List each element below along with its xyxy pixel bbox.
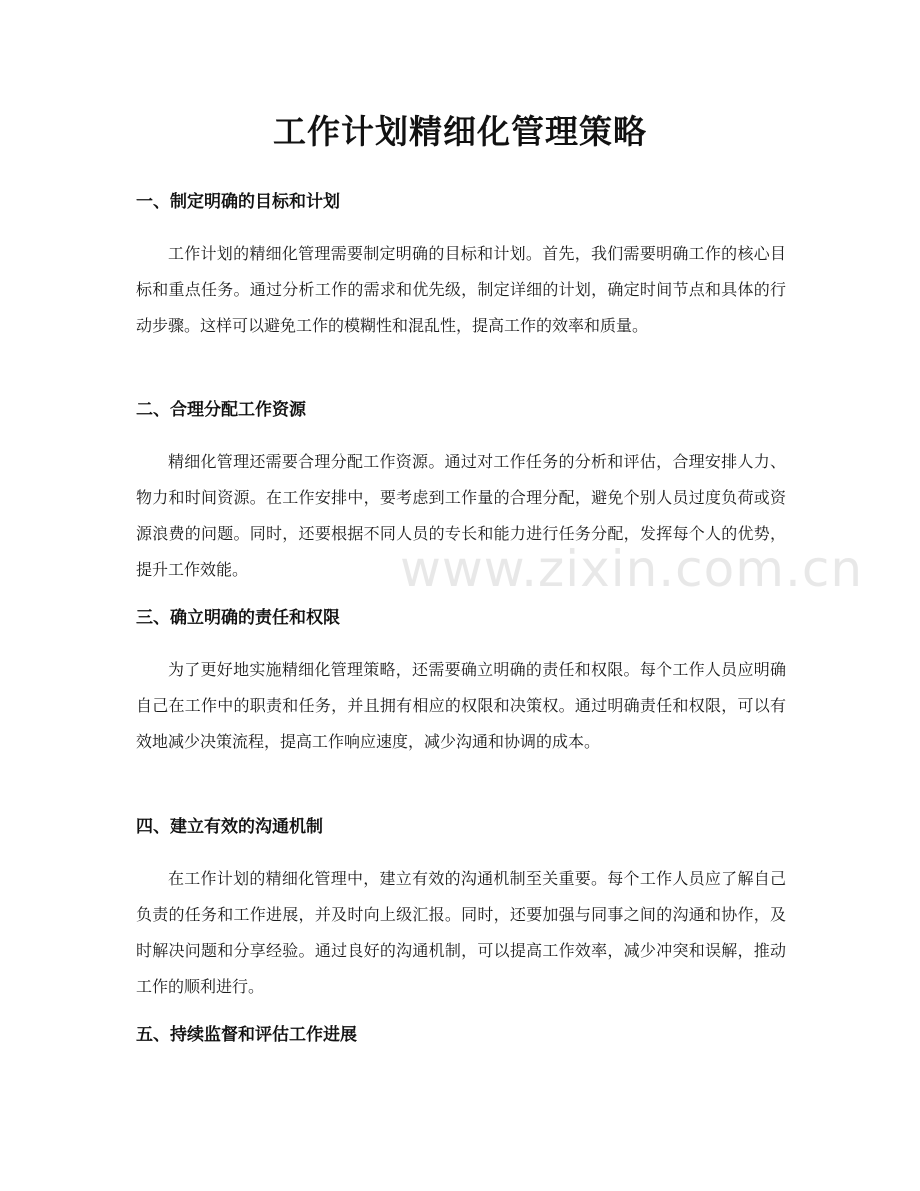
watermark: www.zixin.com.cn <box>400 540 864 598</box>
section-2 <box>136 398 786 588</box>
section-heading: 三、确立明确的责任和权限 <box>136 608 340 628</box>
section-heading: 二、合理分配工作资源 <box>136 400 306 420</box>
section-3 <box>136 606 786 760</box>
section-heading: 一、制定明确的目标和计划 <box>136 192 340 212</box>
document-title: 工作计划精细化管理策略 <box>273 112 647 151</box>
section-paragraph: 在工作计划的精细化管理中，建立有效的沟通机制至关重要。每个工作人员应了解自己负责的任务和工作进展，并及时向上级汇报。同时，还要加强与同事之间的沟通和协作，及时解决问题和分享经验。通过良好的沟通机制，可以提高工作效率，减少冲突和误解，推动工作的顺利进行。 <box>136 869 786 996</box>
section-4 <box>136 815 786 1005</box>
section-paragraph: 精细化管理还需要合理分配工作资源。通过对工作任务的分析和评估，合理安排人力、物力和时间资源。在工作安排中，要考虑到工作量的合理分配，避免个别人员过度负荷或资源浪费的问题。同时，还要根据不同人员的专长和能力进行任务分配，发挥每个人的优势，提升工作效能。 <box>136 452 786 579</box>
section-heading: 五、持续监督和评估工作进展 <box>136 1025 357 1045</box>
section-5 <box>136 1023 786 1047</box>
section-heading: 四、建立有效的沟通机制 <box>136 817 323 837</box>
section-paragraph: 为了更好地实施精细化管理策略，还需要确立明确的责任和权限。每个工作人员应明确自己在工作中的职责和任务，并且拥有相应的权限和决策权。通过明确责任和权限，可以有效地减少决策流程，提高工作响应速度，减少沟通和协调的成本。 <box>136 660 786 751</box>
section-paragraph: 工作计划的精细化管理需要制定明确的目标和计划。首先，我们需要明确工作的核心目标和重点任务。通过分析工作的需求和优先级，制定详细的计划，确定时间节点和具体的行动步骤。这样可以避免工作的模糊性和混乱性，提高工作的效率和质量。 <box>136 244 786 335</box>
section-1 <box>136 190 786 344</box>
